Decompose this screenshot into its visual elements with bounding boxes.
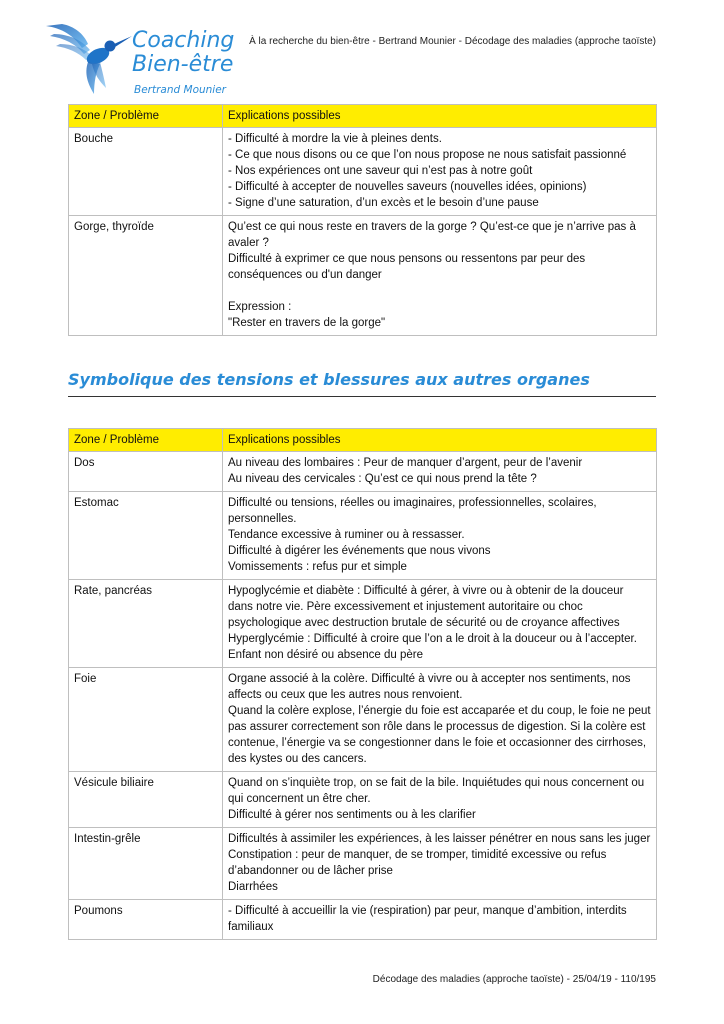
zone-cell: Dos xyxy=(69,452,223,492)
explanation-line: Difficulté à gérer nos sentiments ou à les clarifier xyxy=(228,809,476,821)
explanation-cell xyxy=(223,128,657,216)
zone-cell: Intestin-grêle xyxy=(69,828,223,900)
explanation-cell xyxy=(223,580,657,668)
hummingbird-icon xyxy=(44,22,134,100)
explanation-line: - Signe d’une saturation, d’un excès et le besoin d’une pause xyxy=(228,197,539,209)
explanation-line: Quand on s’inquiète trop, on se fait de la bile. Inquiétudes qui nous concernent ou qui concernent un être cher. xyxy=(228,777,645,805)
table-row xyxy=(69,828,657,900)
explanation-line: Hyperglycémie : Difficulté à croire que l’on a le droit à la douceur ou à l’accepter. Enfant non désiré ou absence du père xyxy=(228,633,637,661)
column-header-explanations: Explications possibles xyxy=(223,429,657,452)
table-row xyxy=(69,452,657,492)
table-row xyxy=(69,492,657,580)
coaching-logo xyxy=(44,22,244,102)
explanation-line: Organe associé à la colère. Difficulté à vivre ou à accepter nos sentiments, nos affects ou ceux que les autres nous renvoient. xyxy=(228,673,631,701)
explanation-line: - Ce que nous disons ou ce que l’on nous propose ne nous satisfait passionné xyxy=(228,149,627,161)
explanation-cell xyxy=(223,668,657,772)
zone-cell: Bouche xyxy=(69,128,223,216)
table-row xyxy=(69,580,657,668)
page-header xyxy=(0,0,724,100)
explanation-line: Tendance excessive à ruminer ou à ressasser. xyxy=(228,529,465,541)
zone-cell: Gorge, thyroïde xyxy=(69,216,223,336)
table-row xyxy=(69,668,657,772)
explanation-line: Au niveau des cervicales : Qu’est ce qui nous prend la tête ? xyxy=(228,473,537,485)
table-row xyxy=(69,900,657,940)
explanation-cell xyxy=(223,772,657,828)
explanation-line: Quand la colère explose, l’énergie du foie est accaparée et du coup, le foie ne peut pas assurer correctement son rôle dans le processus de digestion. Si la colère est contenue, l’énergie va se congestionner dans le foie et occasionner des cirrhoses, des kystes ou des cancers. xyxy=(228,705,651,765)
explanation-line: Difficultés à assimiler les expériences, à les laisser pénétrer en nous sans les juger xyxy=(228,833,651,845)
table-header-row xyxy=(69,105,657,128)
explanation-line: - Difficulté à mordre la vie à pleines dents. xyxy=(228,133,442,145)
explanation-cell xyxy=(223,216,657,336)
column-header-explanations: Explications possibles xyxy=(223,105,657,128)
table-row xyxy=(69,216,657,336)
table-row xyxy=(69,772,657,828)
explanation-line: Hypoglycémie et diabète : Difficulté à gérer, à vivre ou à obtenir de la douceur dans notre vie. Père excessivement et injustement autoritaire ou choc psychologique avec destruction brutale de sécurité ou de croyance affectives xyxy=(228,585,624,629)
explanation-cell xyxy=(223,492,657,580)
zone-cell: Estomac xyxy=(69,492,223,580)
explanation-line: "Rester en travers de la gorge" xyxy=(228,317,386,329)
running-title: À la recherche du bien-être - Bertrand Mounier - Décodage des maladies (approche taoïste) xyxy=(249,36,656,47)
table-header-row xyxy=(69,429,657,452)
logo-title-line2: Bien-être xyxy=(132,52,234,77)
explanation-line: - Difficulté à accepter de nouvelles saveurs (nouvelles idées, opinions) xyxy=(228,181,587,193)
zone-cell: Poumons xyxy=(69,900,223,940)
column-header-zone: Zone / Problème xyxy=(69,429,223,452)
page-footer: Décodage des maladies (approche taoïste) - 25/04/19 - 110/195 xyxy=(372,974,656,985)
explanation-line: Difficulté à digérer les événements que nous vivons xyxy=(228,545,491,557)
mouth-throat-table xyxy=(68,104,657,336)
organs-table xyxy=(68,428,657,940)
explanation-line xyxy=(228,283,651,299)
zone-cell: Rate, pancréas xyxy=(69,580,223,668)
explanation-line: Constipation : peur de manquer, de se tromper, timidité excessive ou refus d’abandonner ou de lâcher prise xyxy=(228,849,607,877)
section-title: Symbolique des tensions et blessures aux autres organes xyxy=(68,370,656,397)
explanation-cell xyxy=(223,828,657,900)
explanation-line: Expression : xyxy=(228,301,292,313)
column-header-zone: Zone / Problème xyxy=(69,105,223,128)
explanation-line: Difficulté ou tensions, réelles ou imaginaires, professionnelles, scolaires, personnelles. xyxy=(228,497,597,525)
logo-title-line1: Coaching xyxy=(132,28,235,53)
explanation-cell xyxy=(223,900,657,940)
logo-author: Bertrand Mounier xyxy=(134,84,226,96)
explanation-cell xyxy=(223,452,657,492)
explanation-line: - Nos expériences ont une saveur qui n’est pas à notre goût xyxy=(228,165,533,177)
table-row xyxy=(69,128,657,216)
explanation-line: Difficulté à exprimer ce que nous pensons ou ressentons par peur des conséquences ou d'un danger xyxy=(228,253,586,281)
explanation-line: Vomissements : refus pur et simple xyxy=(228,561,407,573)
explanation-line: Au niveau des lombaires : Peur de manquer d’argent, peur de l’avenir xyxy=(228,457,583,469)
explanation-line: - Difficulté à accueillir la vie (respiration) par peur, manque d’ambition, interdits familiaux xyxy=(228,905,627,933)
explanation-line: Qu’est ce qui nous reste en travers de la gorge ? Qu’est-ce que je n’arrive pas à avaler ? xyxy=(228,221,636,249)
zone-cell: Foie xyxy=(69,668,223,772)
zone-cell: Vésicule biliaire xyxy=(69,772,223,828)
explanation-line: Diarrhées xyxy=(228,881,278,893)
